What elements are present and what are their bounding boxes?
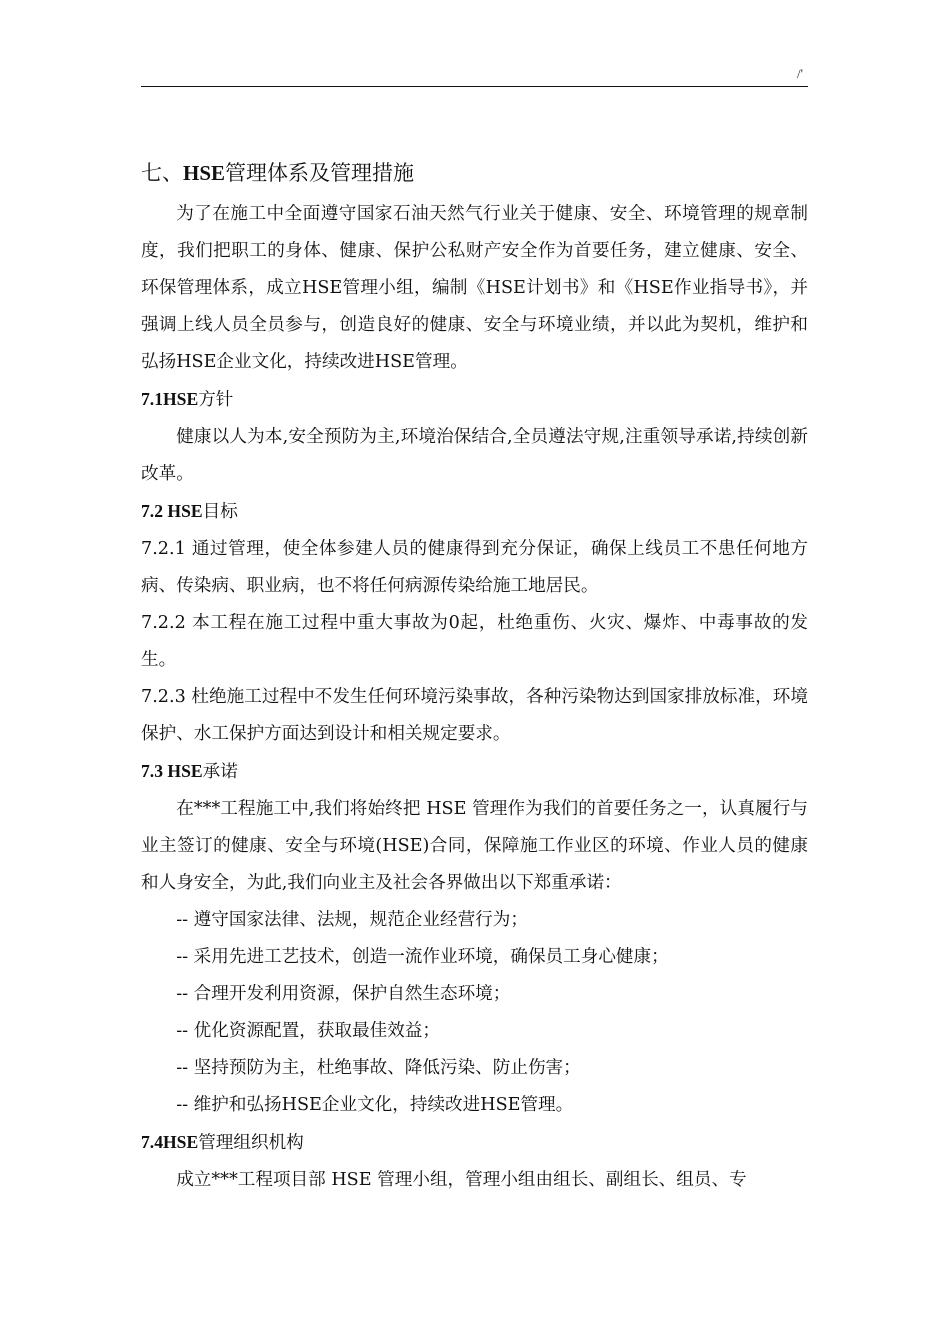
heading-7-3: 7.3 HSE承诺 xyxy=(141,761,238,782)
goal-item-7-2-2: 7.2.2 本工程在施工过程中重大事故为0起，杜绝重伤、火灾、爆炸、中毒事故的发生。 xyxy=(141,613,808,670)
pledge-paragraph: 在***工程施工中,我们将始终把 HSE 管理作为我们的首要任务之一，认真履行与业主签订的健康、安全与环境(HSE)合同，保障施工作业区的环境、作业人员的健康和人身安全，为此,我们向业主及社会各界做出以下郑重承诺： xyxy=(141,799,808,893)
pledge-item: -- 遵守国家法律、法规，规范企业经营行为； xyxy=(176,910,528,930)
pledge-item: -- 坚持预防为主，杜绝事故、降低污染、防止伤害； xyxy=(176,1058,581,1078)
pledge-item: -- 维护和弘扬HSE企业文化，持续改进HSE管理。 xyxy=(176,1095,574,1115)
goal-item-7-2-1: 7.2.1 通过管理，使全体参建人员的健康得到充分保证，确保上线员工不患任何地方病、传染病、职业病，也不将任何病源传染给施工地居民。 xyxy=(141,539,808,596)
heading-7-1: 7.1HSE方针 xyxy=(141,389,234,410)
goal-item-7-2-3: 7.2.3 杜绝施工过程中不发生任何环境污染事故，各种污染物达到国家排放标准，环境保护、水工保护方面达到设计和相关规定要求。 xyxy=(141,687,808,744)
pledge-item: -- 合理开发利用资源，保护自然生态环境； xyxy=(176,984,511,1004)
document-body xyxy=(141,156,808,1199)
header-rule xyxy=(141,86,808,87)
intro-paragraph: 为了在施工中全面遵守国家石油天然气行业关于健康、安全、环境管理的规章制度，我们把职工的身体、健康、保护公私财产安全作为首要任务，建立健康、安全、环保管理体系，成立HSE管理小组，编制《HSE计划书》和《HSE作业指导书》，并强调上线人员全员参与，创造良好的健康、安全与环境业绩，并以此为契机，维护和弘扬HSE企业文化，持续改进HSE管理。 xyxy=(141,204,808,372)
section-title: 七、HSE管理体系及管理措施 xyxy=(141,161,415,185)
heading-7-4: 7.4HSE管理组织机构 xyxy=(141,1132,304,1153)
header-mark: /' xyxy=(797,66,803,81)
heading-7-2: 7.2 HSE目标 xyxy=(141,501,238,522)
pledge-item: -- 采用先进工艺技术，创造一流作业环境，确保员工身心健康； xyxy=(176,947,669,967)
policy-paragraph: 健康以人为本,安全预防为主,环境治保结合,全员遵法守规,注重领导承诺,持续创新改革。 xyxy=(141,427,808,484)
pledge-item: -- 优化资源配置，获取最佳效益； xyxy=(176,1021,440,1041)
organization-paragraph: 成立***工程项目部 HSE 管理小组，管理小组由组长、副组长、组员、专 xyxy=(176,1170,747,1190)
